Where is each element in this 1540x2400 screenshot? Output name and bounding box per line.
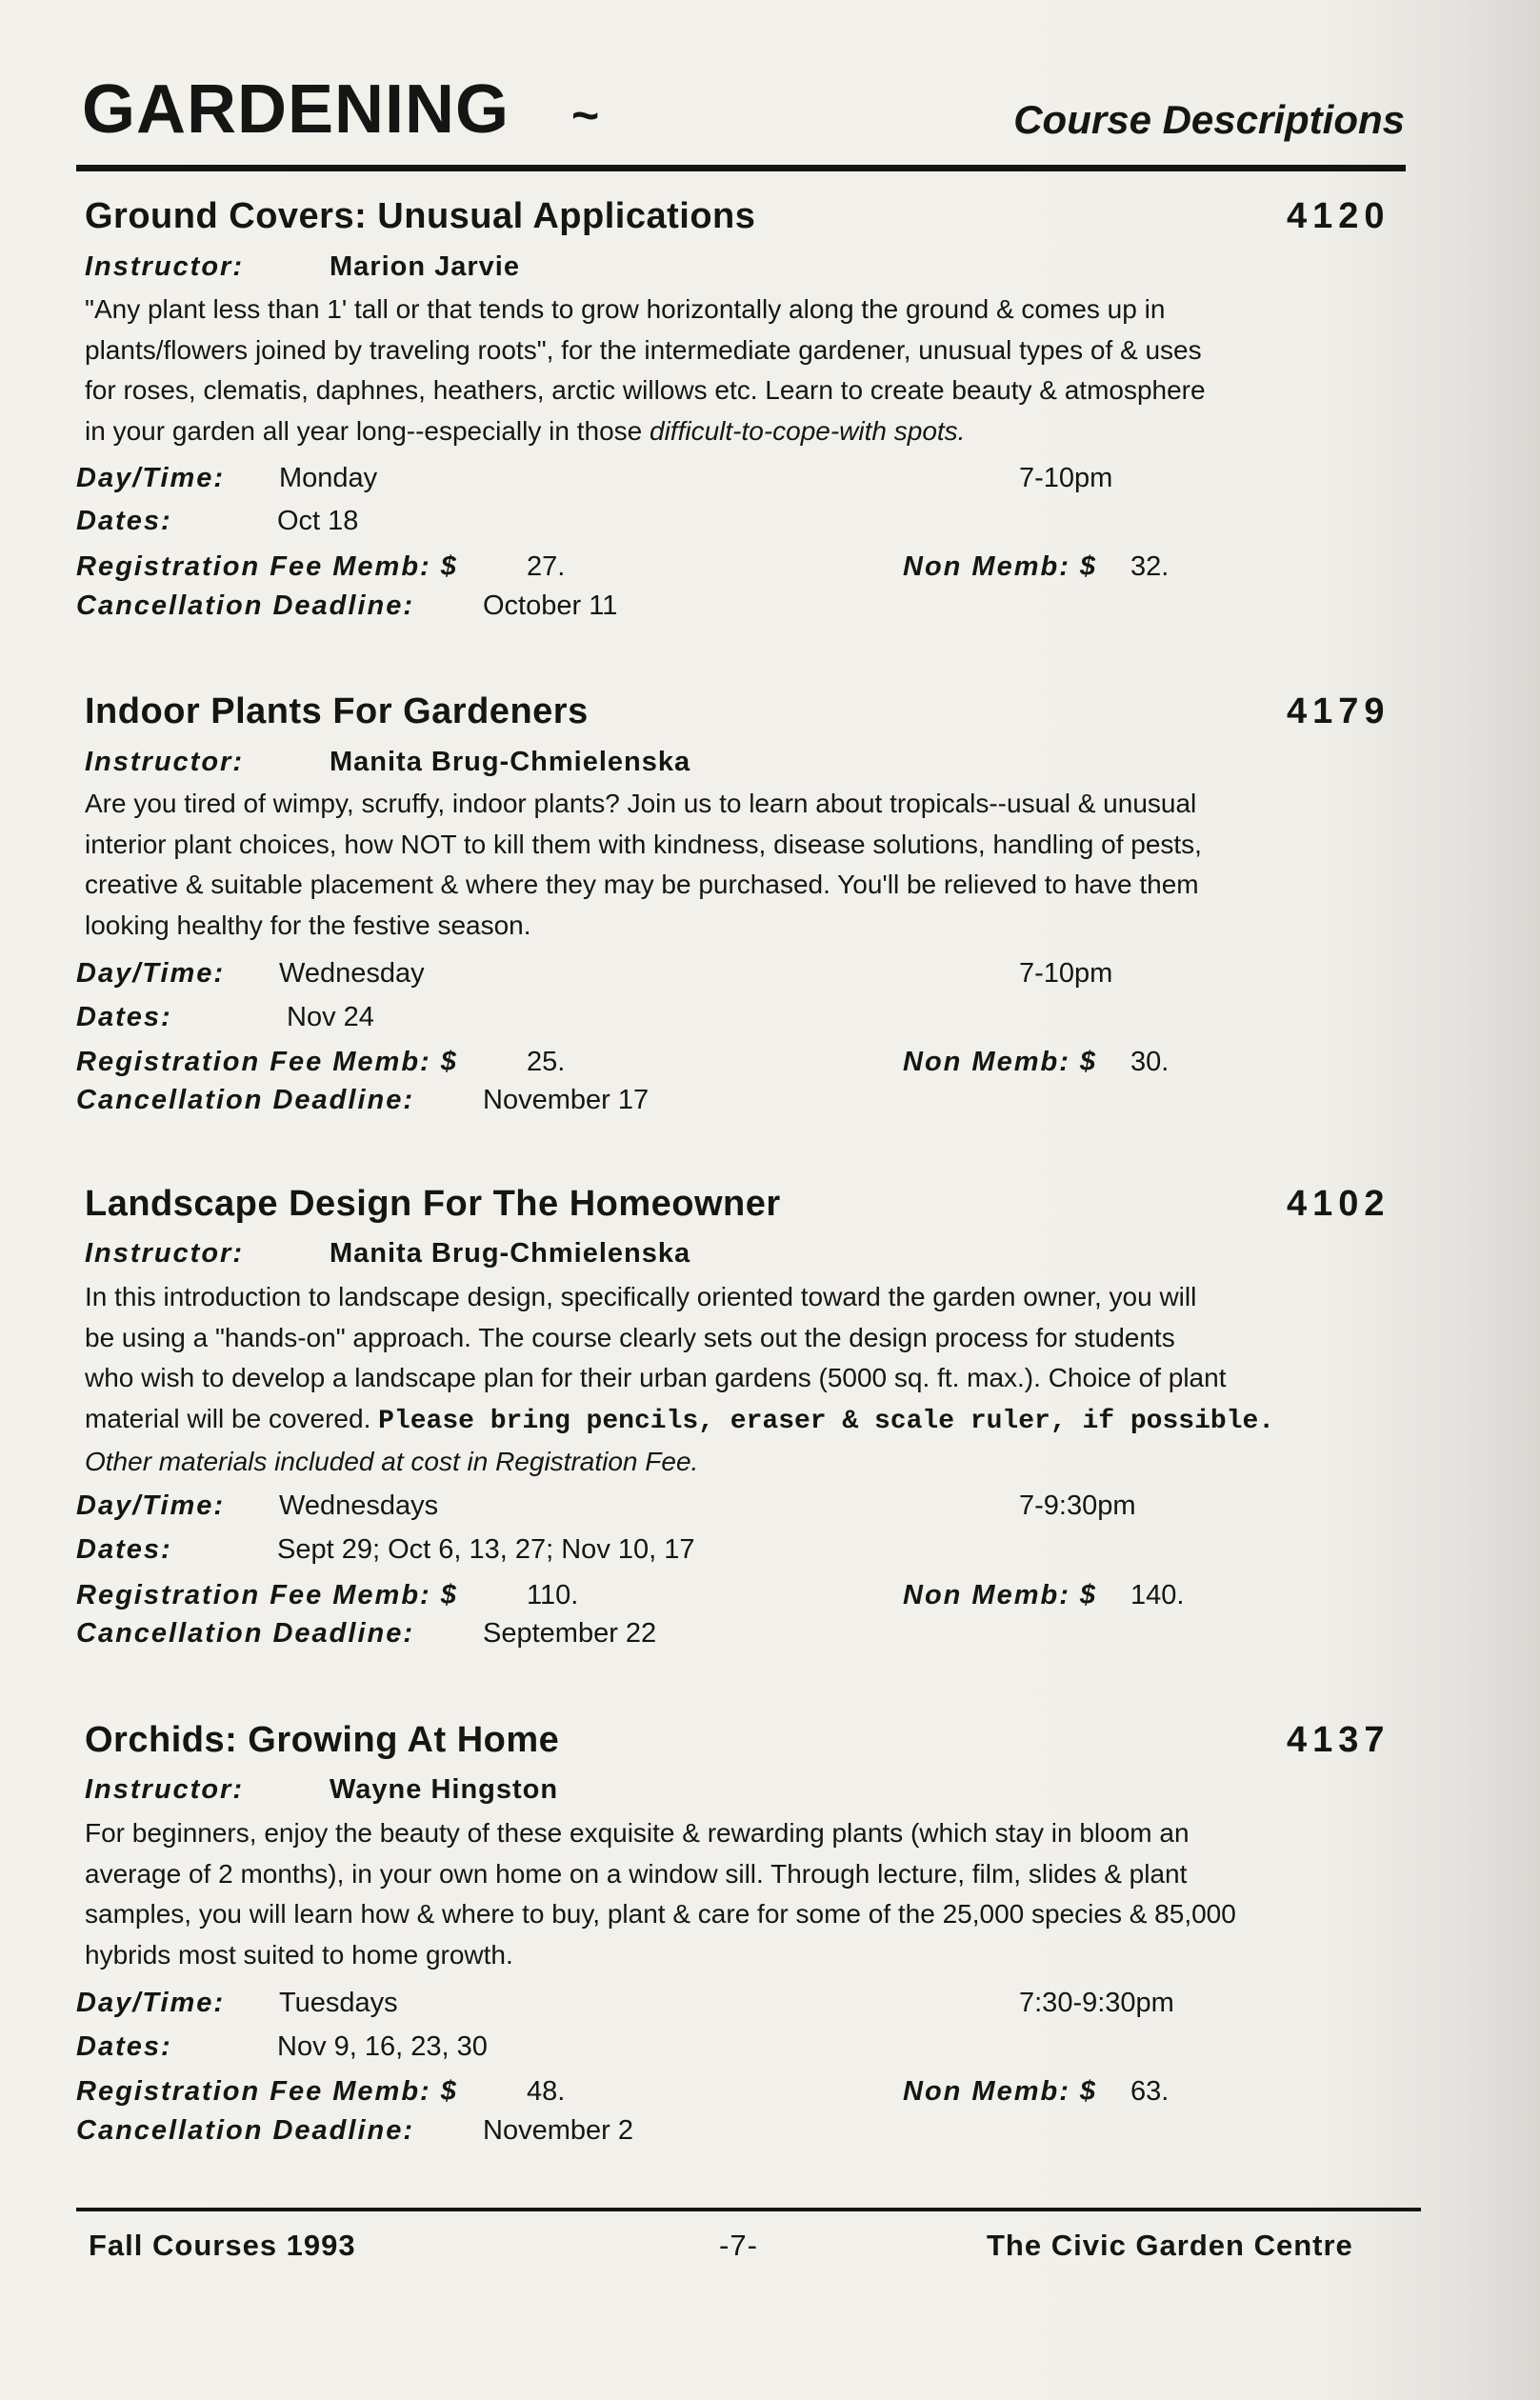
course-title: Ground Covers: Unusual Applications (85, 196, 756, 236)
page-header (76, 70, 1405, 175)
registration-fee-label: Registration Fee Memb: $ (76, 1047, 458, 1077)
description-line: average of 2 months), in your own home on a window sill. Through lecture, film, slides & plant (85, 1858, 1188, 1889)
header-rule (76, 165, 1406, 171)
description-line: interior plant choices, how NOT to kill them with kindness, disease solutions, handling of pests, (85, 829, 1202, 859)
cancellation-label: Cancellation Deadline: (76, 2115, 415, 2146)
registration-fee-label: Registration Fee Memb: $ (76, 1580, 458, 1610)
footer-season: Fall Courses 1993 (89, 2229, 356, 2262)
page-subtitle: Course Descriptions (1013, 97, 1405, 142)
instructor-name: Manita Brug-Chmielenska (330, 1238, 691, 1269)
description-line: hybrids most suited to home growth. (85, 1939, 513, 1970)
day-value: Tuesdays (279, 1988, 398, 2018)
non-member-fee-value: 63. (1130, 2076, 1170, 2107)
course-description (85, 1813, 1437, 1975)
time-value: 7:30-9:30pm (1019, 1988, 1174, 2018)
day-value: Wednesdays (279, 1490, 439, 1521)
day-time-label: Day/Time: (76, 463, 226, 493)
cancellation-deadline: November 17 (483, 1085, 650, 1115)
course-title: Indoor Plants For Gardeners (85, 691, 589, 731)
cancellation-deadline: September 22 (483, 1618, 657, 1649)
dates-label: Dates: (76, 1002, 172, 1032)
time-value: 7-10pm (1019, 463, 1113, 493)
day-value: Monday (279, 463, 378, 493)
registration-fee-label: Registration Fee Memb: $ (76, 551, 458, 582)
title-separator: ~ (571, 89, 600, 142)
dates-value: Oct 18 (277, 506, 359, 536)
non-member-fee-label: Non Memb: $ (903, 2076, 1098, 2107)
non-member-fee-value: 32. (1130, 551, 1170, 582)
page-title: GARDENING (82, 71, 510, 148)
dates-value: Nov 9, 16, 23, 30 (277, 2031, 488, 2062)
description-line: Are you tired of wimpy, scruffy, indoor plants? Join us to learn about tropicals--usual & unusual (85, 789, 1197, 818)
description-line: For beginners, enjoy the beauty of these exquisite & rewarding plants (which stay in bloom an (85, 1818, 1190, 1848)
cancellation-deadline: October 11 (483, 590, 618, 621)
description-line: in your garden all year long--especially in those difficult-to-cope-with spots. (85, 415, 966, 446)
course-number: 4120 (1287, 196, 1390, 236)
day-value: Wednesday (279, 958, 425, 989)
instructor-label: Instructor: (85, 1238, 244, 1269)
cancellation-label: Cancellation Deadline: (76, 1085, 415, 1115)
dates-value: Nov 24 (287, 1002, 374, 1032)
course-description (85, 290, 1437, 451)
dates-value: Sept 29; Oct 6, 13, 27; Nov 10, 17 (277, 1534, 695, 1565)
description-line: creative & suitable placement & where they may be purchased. You'll be relieved to have them (85, 870, 1199, 899)
member-fee-value: 110. (527, 1580, 579, 1610)
bring-materials-note: Please bring pencils, eraser & scale ruler, if possible. (378, 1406, 1275, 1436)
description-emphasis: difficult-to-cope-with spots. (650, 415, 966, 446)
course-number: 4179 (1287, 691, 1390, 731)
course-number: 4137 (1287, 1720, 1390, 1760)
instructor-name: Marion Jarvie (330, 251, 520, 282)
instructor-label: Instructor: (85, 251, 244, 282)
cancellation-label: Cancellation Deadline: (76, 1618, 415, 1649)
course-title: Orchids: Growing At Home (85, 1720, 560, 1760)
member-fee-value: 27. (527, 551, 566, 582)
description-line: looking healthy for the festive season. (85, 910, 531, 940)
course-description (85, 784, 1437, 946)
page-number: -7- (719, 2229, 758, 2262)
member-fee-value: 48. (527, 2076, 566, 2107)
instructor-label: Instructor: (85, 747, 244, 777)
description-line: for roses, clematis, daphnes, heathers, arctic willows etc. Learn to create beauty & atmosphere (85, 375, 1206, 405)
non-member-fee-value: 30. (1130, 1047, 1170, 1077)
day-time-label: Day/Time: (76, 1490, 226, 1521)
materials-cost-note: Other materials included at cost in Registration Fee. (85, 1447, 699, 1476)
course-number: 4102 (1287, 1184, 1390, 1224)
day-time-label: Day/Time: (76, 1988, 226, 2018)
description-line: be using a "hands-on" approach. The course clearly sets out the design process for students (85, 1322, 1175, 1352)
dates-label: Dates: (76, 2031, 172, 2062)
description-line: plants/flowers joined by traveling roots", for the intermediate gardener, unusual types of & uses (85, 334, 1202, 365)
description-line: who wish to develop a landscape plan for their urban gardens (5000 sq. ft. max.). Choice of plant (85, 1363, 1227, 1392)
instructor-label: Instructor: (85, 1774, 244, 1805)
description-line: samples, you will learn how & where to buy, plant & care for some of the 25,000 species & 85,000 (85, 1899, 1236, 1929)
registration-fee-label: Registration Fee Memb: $ (76, 2076, 458, 2107)
dates-label: Dates: (76, 1534, 172, 1565)
day-time-label: Day/Time: (76, 958, 226, 989)
course-title: Landscape Design For The Homeowner (85, 1184, 781, 1224)
description-line: "Any plant less than 1' tall or that tends to grow horizontally along the ground & comes up in (85, 294, 1166, 324)
time-value: 7-10pm (1019, 958, 1113, 989)
description-line: material will be covered. Please bring pencils, eraser & scale ruler, if possible. (85, 1403, 1275, 1436)
time-value: 7-9:30pm (1019, 1490, 1136, 1521)
course-description (85, 1277, 1437, 1483)
footer-rule (76, 2208, 1421, 2211)
instructor-name: Wayne Hingston (330, 1774, 559, 1805)
footer-organization: The Civic Garden Centre (987, 2229, 1353, 2262)
dates-label: Dates: (76, 506, 172, 536)
non-member-fee-value: 140. (1130, 1580, 1185, 1610)
non-member-fee-label: Non Memb: $ (903, 1580, 1098, 1610)
cancellation-deadline: November 2 (483, 2115, 633, 2146)
instructor-name: Manita Brug-Chmielenska (330, 747, 691, 777)
cancellation-label: Cancellation Deadline: (76, 590, 415, 621)
non-member-fee-label: Non Memb: $ (903, 551, 1098, 582)
description-line: In this introduction to landscape design, specifically oriented toward the garden owner, you will (85, 1282, 1197, 1311)
member-fee-value: 25. (527, 1047, 566, 1077)
non-member-fee-label: Non Memb: $ (903, 1047, 1098, 1077)
